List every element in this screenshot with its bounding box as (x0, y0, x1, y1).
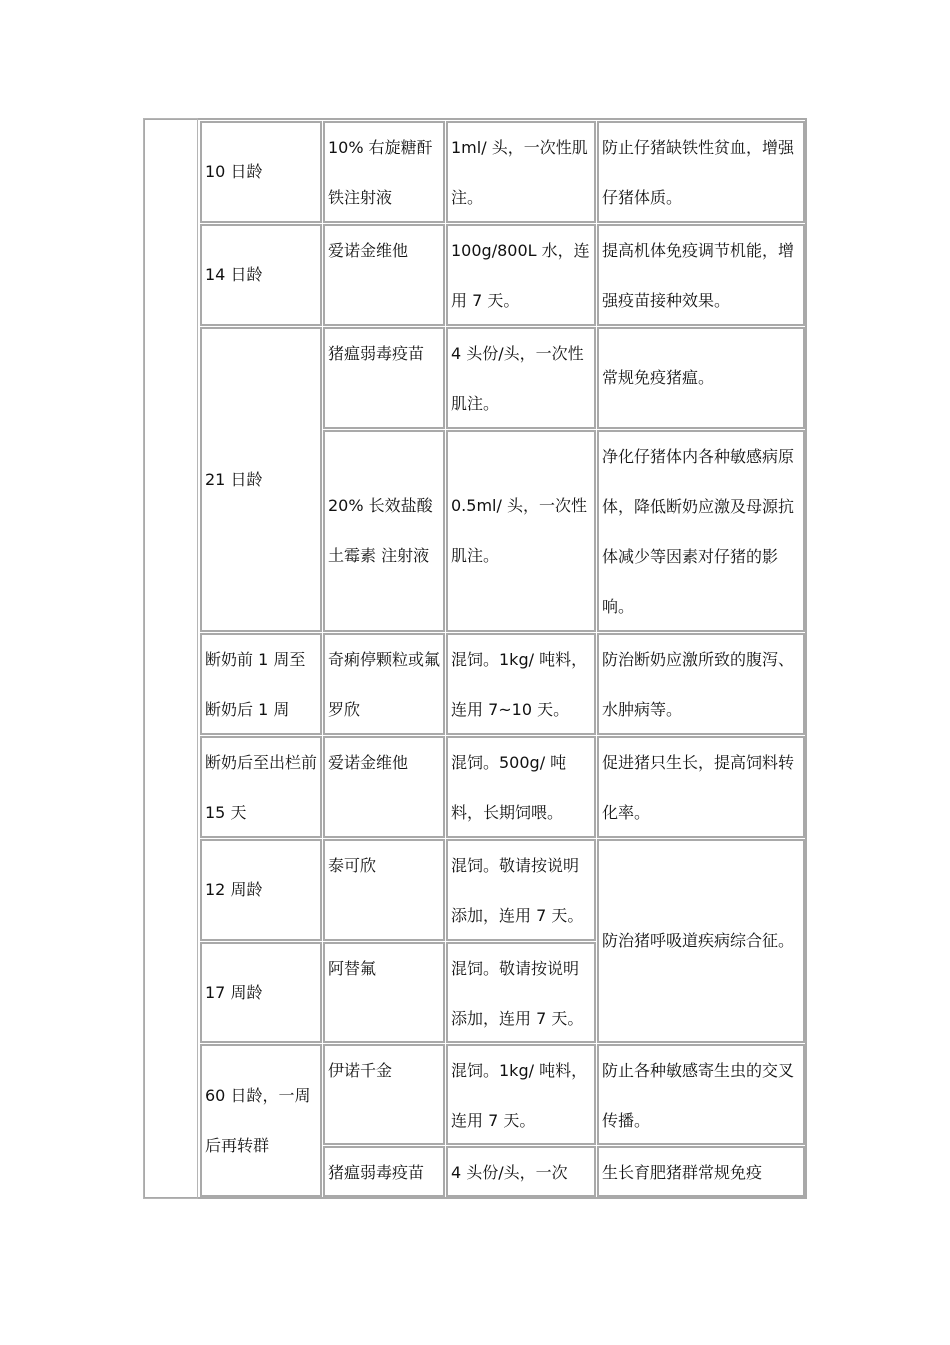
table-cell-purpose: 防治猪呼吸道疾病综合征。 (597, 839, 805, 1043)
table-cell-age: 14 日龄 (200, 224, 322, 326)
table-cell-age: 断奶后至出栏前 15 天 (200, 736, 322, 838)
table-cell-drug: 爱诺金维他 (323, 736, 445, 838)
table-cell-drug: 阿替氟 (323, 942, 445, 1043)
table-cell-purpose: 提高机体免疫调节机能，增强疫苗接种效果。 (597, 224, 805, 326)
table-cell-usage: 混饲。1kg/ 吨料，连用 7 天。 (446, 1044, 596, 1145)
table-cell-purpose: 生长育肥猪群常规免疫 (597, 1146, 805, 1197)
table-cell-drug: 奇痢停颗粒或氟罗欣 (323, 633, 445, 735)
table-cell-purpose: 防治断奶应激所致的腹泻、水肿病等。 (597, 633, 805, 735)
table-cell-purpose: 常规免疫猪瘟。 (597, 327, 805, 429)
table-cell-usage: 混饲。敬请按说明添加，连用 7 天。 (446, 839, 596, 941)
table-cell-usage: 100g/800L 水，连用 7 天。 (446, 224, 596, 326)
table-cell-age: 断奶前 1 周至断奶后 1 周 (200, 633, 322, 735)
table-cell-usage: 1ml/ 头，一次性肌注。 (446, 121, 596, 223)
table-cell-drug: 猪瘟弱毒疫苗 (323, 1146, 445, 1197)
stage-column (143, 118, 198, 1199)
table-cell-purpose: 防止仔猪缺铁性贫血，增强仔猪体质。 (597, 121, 805, 223)
table-cell-purpose: 净化仔猪体内各种敏感病原体，降低断奶应激及母源抗体减少等因素对仔猪的影响。 (597, 430, 805, 632)
table-cell-usage: 4 头份/头，一次性肌注。 (446, 327, 596, 429)
table-cell-drug: 10% 右旋糖酐铁注射液 (323, 121, 445, 223)
table-cell-usage: 混饲。1kg/ 吨料，连用 7~10 天。 (446, 633, 596, 735)
table-cell-purpose: 防止各种敏感寄生虫的交叉传播。 (597, 1044, 805, 1145)
table-cell-age: 12 周龄 (200, 839, 322, 941)
table-cell-age: 21 日龄 (200, 327, 322, 632)
table-cell-age: 60 日龄，一周后再转群 (200, 1044, 322, 1197)
table-cell-purpose: 促进猪只生长，提高饲料转化率。 (597, 736, 805, 838)
table-cell-drug: 泰可欣 (323, 839, 445, 941)
table-cell-drug: 伊诺千金 (323, 1044, 445, 1145)
table-cell-drug: 猪瘟弱毒疫苗 (323, 327, 445, 429)
table-cell-usage: 混饲。敬请按说明添加，连用 7 天。 (446, 942, 596, 1043)
table-cell-drug: 20% 长效盐酸土霉素 注射液 (323, 430, 445, 632)
table-cell-age: 17 周龄 (200, 942, 322, 1043)
table-cell-usage: 4 头份/头，一次 (446, 1146, 596, 1197)
table-cell-drug: 爱诺金维他 (323, 224, 445, 326)
table-cell-usage: 0.5ml/ 头，一次性肌注。 (446, 430, 596, 632)
table-cell-age: 10 日龄 (200, 121, 322, 223)
table-cell-usage: 混饲。500g/ 吨料，长期饲喂。 (446, 736, 596, 838)
